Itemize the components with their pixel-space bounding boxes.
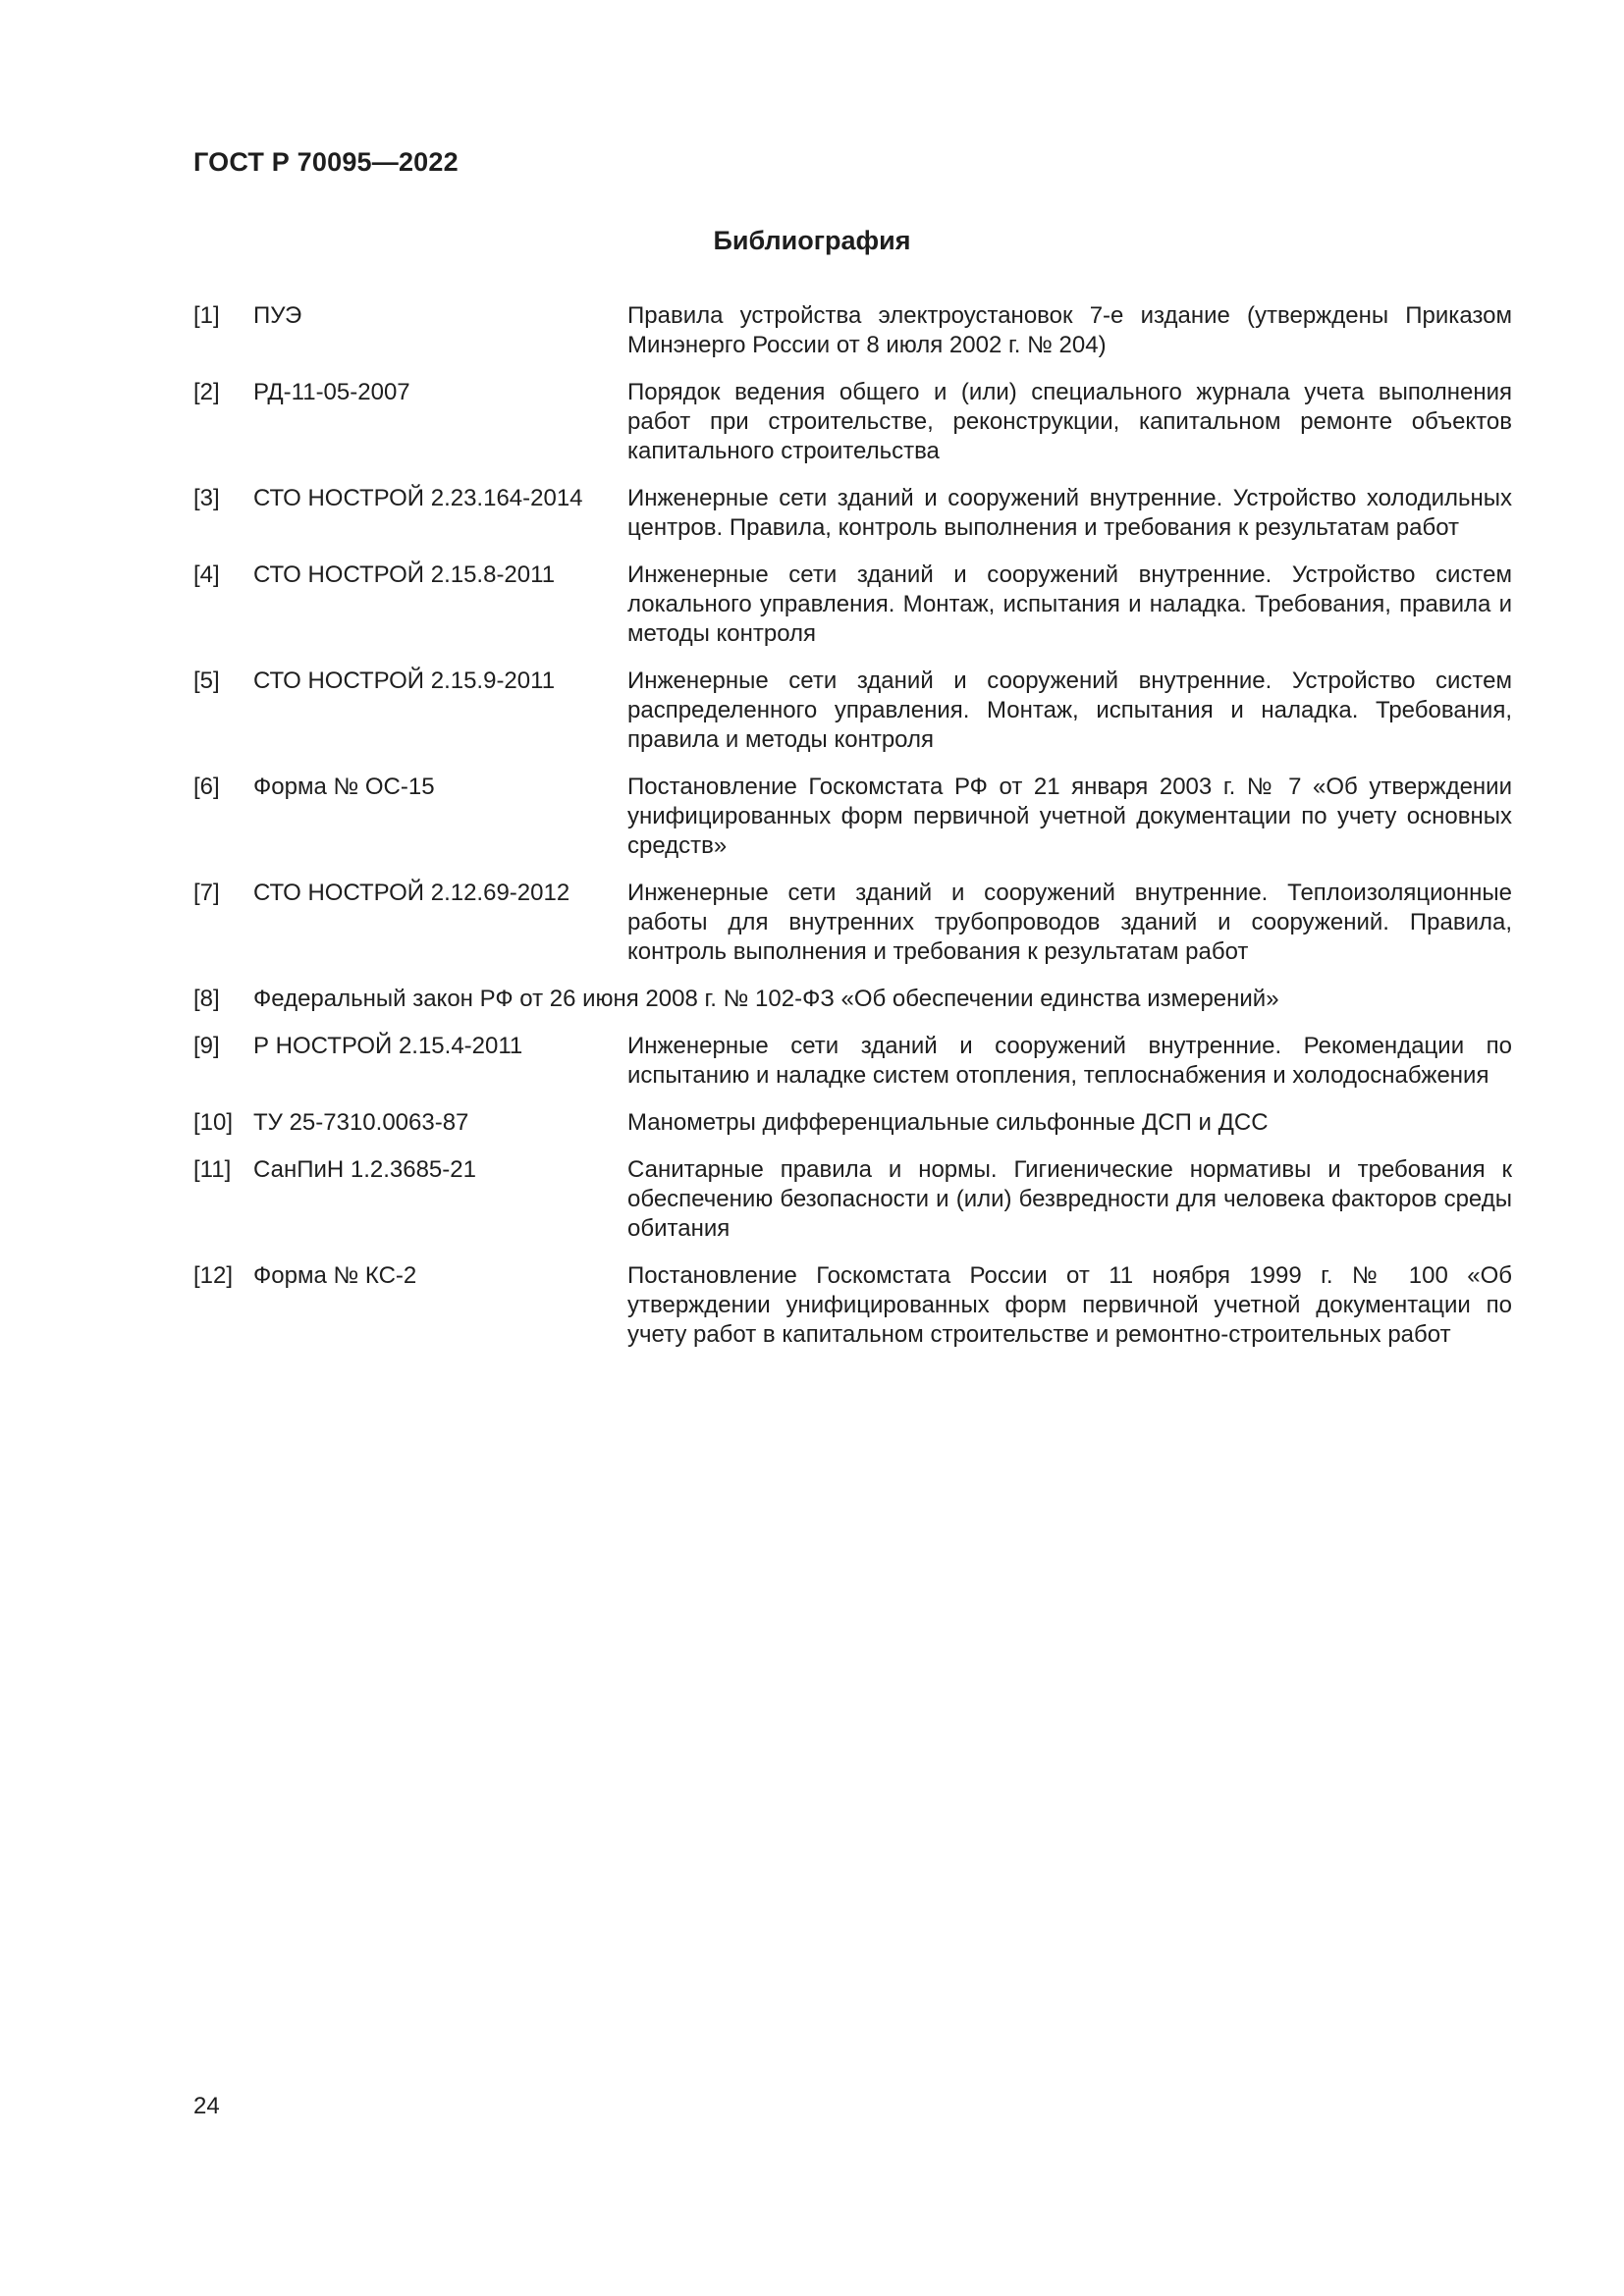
bibliography-entry bbox=[193, 1032, 1512, 1091]
bibliography-entry bbox=[193, 667, 1512, 755]
entry-description: Инженерные сети зданий и сооружений внутренние. Устройство систем локального управления. Монтаж, испытания и наладка. Требования, правила и методы контроля bbox=[627, 561, 1512, 647]
bibliography-entry bbox=[193, 561, 1512, 649]
bibliography-entry bbox=[193, 985, 1512, 1014]
entry-number: [8] bbox=[193, 986, 220, 1012]
entry-designation: СТО НОСТРОЙ 2.12.69-2012 bbox=[253, 880, 570, 906]
entry-number: [10] bbox=[193, 1109, 234, 1136]
entry-designation: СТО НОСТРОЙ 2.15.8-2011 bbox=[253, 561, 556, 588]
entry-designation: Форма № КС-2 bbox=[253, 1262, 417, 1289]
entry-description: Постановление Госкомстата России от 11 ноября 1999 г. № 100 «Об утверждении унифицированных форм первичной учетной документации по учету работ в капитальном строительстве и ремонтно-строительных работ bbox=[627, 1262, 1512, 1348]
entry-designation: СТО НОСТРОЙ 2.23.164-2014 bbox=[253, 485, 583, 511]
entry-number: [4] bbox=[193, 561, 220, 588]
entry-description: Инженерные сети зданий и сооружений внутренние. Устройство систем распределенного управления. Монтаж, испытания и наладка. Требования, правила и методы контроля bbox=[627, 667, 1512, 753]
entry-designation: Форма № ОС-15 bbox=[253, 774, 435, 800]
bibliography-entry bbox=[193, 1108, 1512, 1138]
entry-description: Порядок ведения общего и (или) специального журнала учета выполнения работ при строительстве, реконструкции, капитальном ремонте объектов капитального строительства bbox=[627, 379, 1512, 464]
entry-description: Инженерные сети зданий и сооружений внутренние. Теплоизоляционные работы для внутренних трубопроводов зданий и сооружений. Правила, контроль выполнения и требования к результатам работ bbox=[627, 880, 1512, 965]
entry-description: Инженерные сети зданий и сооружений внутренние. Рекомендации по испытанию и наладке систем отопления, теплоснабжения и холодоснабжения bbox=[627, 1033, 1512, 1089]
entry-description: Инженерные сети зданий и сооружений внутренние. Устройство холодильных центров. Правила, контроль выполнения и требования к результатам работ bbox=[627, 485, 1512, 541]
entry-description: Правила устройства электроустановок 7-е издание (утверждены Приказом Минэнерго России от 8 июля 2002 г. № 204) bbox=[627, 302, 1512, 358]
bibliography-entry bbox=[193, 1261, 1512, 1350]
entry-number: [9] bbox=[193, 1033, 220, 1059]
bibliography-entry bbox=[193, 773, 1512, 861]
entry-description: Санитарные правила и нормы. Гигиенические нормативы и требования к обеспечению безопасности и (или) безвредности для человека факторов среды обитания bbox=[627, 1156, 1512, 1242]
bibliography-entry bbox=[193, 301, 1512, 360]
entry-designation: СТО НОСТРОЙ 2.15.9-2011 bbox=[253, 667, 556, 694]
entry-number: [7] bbox=[193, 880, 220, 906]
section-title: Библиография bbox=[713, 226, 911, 255]
page-number: 24 bbox=[193, 2093, 220, 2119]
entry-number: [11] bbox=[193, 1156, 232, 1183]
entry-designation: СанПиН 1.2.3685-21 bbox=[253, 1156, 476, 1183]
entry-designation: ТУ 25-7310.0063-87 bbox=[253, 1109, 469, 1136]
entry-designation: Р НОСТРОЙ 2.15.4-2011 bbox=[253, 1033, 523, 1059]
entry-designation: ПУЭ bbox=[253, 302, 302, 329]
entry-number: [2] bbox=[193, 379, 220, 405]
bibliography-entry bbox=[193, 1155, 1512, 1244]
entry-number: [1] bbox=[193, 302, 220, 329]
bibliography-entry bbox=[193, 484, 1512, 543]
entry-description: Манометры дифференциальные сильфонные ДСП и ДСС bbox=[627, 1109, 1269, 1136]
entry-number: [5] bbox=[193, 667, 220, 694]
bibliography-entry bbox=[193, 378, 1512, 466]
bibliography-entry bbox=[193, 879, 1512, 967]
entry-number: [6] bbox=[193, 774, 220, 800]
document-code: ГОСТ Р 70095—2022 bbox=[193, 147, 459, 177]
entry-description: Постановление Госкомстата РФ от 21 января 2003 г. № 7 «Об утверждении унифицированных форм первичной учетной документации по учету основных средств» bbox=[627, 774, 1512, 859]
entry-designation: РД-11-05-2007 bbox=[253, 379, 410, 405]
bibliography-list bbox=[193, 301, 1512, 1350]
entry-number: [12] bbox=[193, 1262, 234, 1289]
entry-number: [3] bbox=[193, 485, 220, 511]
entry-description: Федеральный закон РФ от 26 июня 2008 г. № 102-ФЗ «Об обеспечении единства измерений» bbox=[253, 986, 1279, 1012]
